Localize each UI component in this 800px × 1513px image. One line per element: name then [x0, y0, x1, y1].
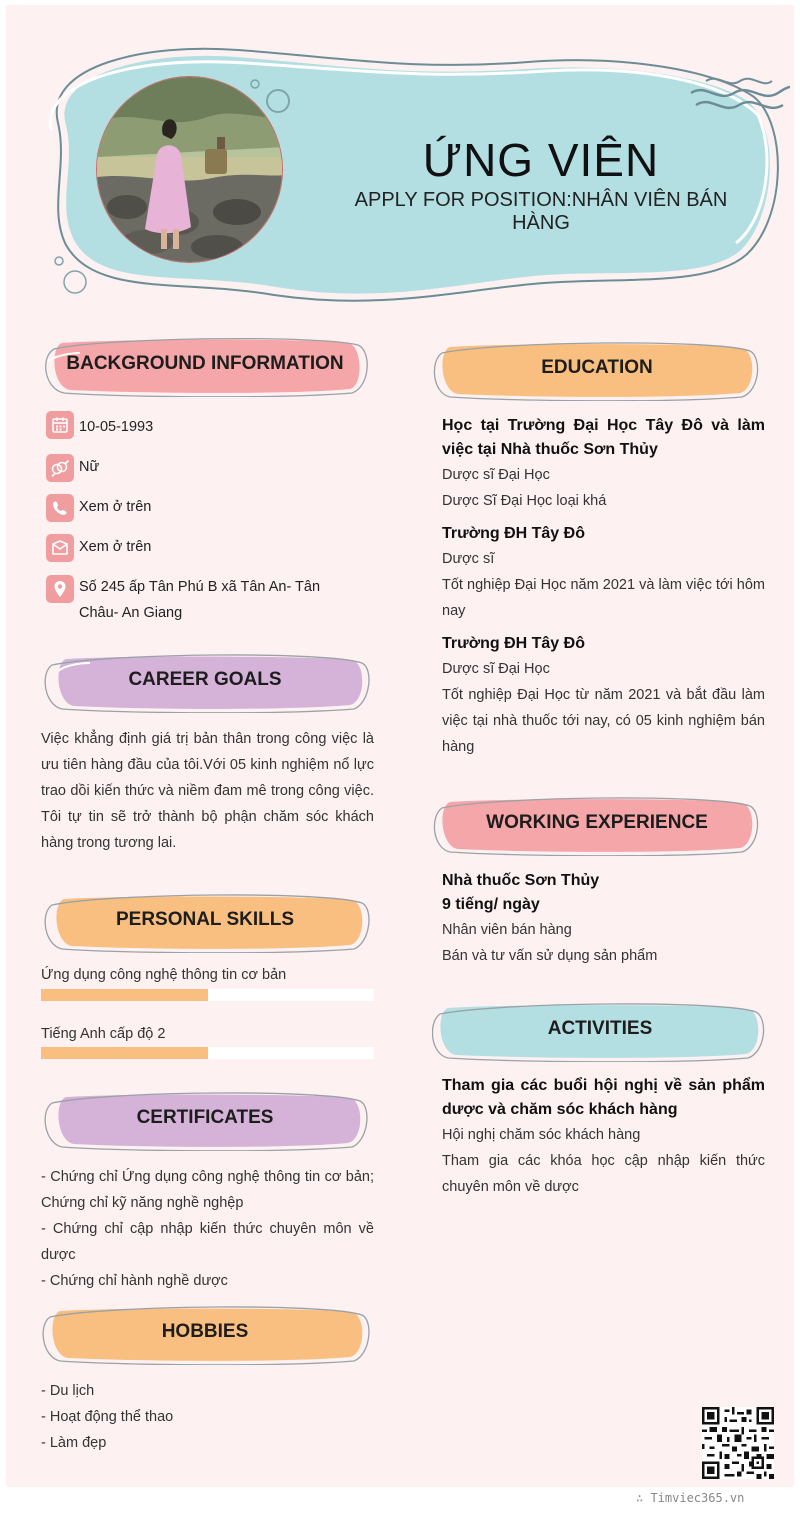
apply-position: APPLY FOR POSITION:NHÂN VIÊN BÁN HÀNG — [354, 189, 728, 234]
education-entry — [442, 522, 765, 624]
footer-brand: ∴ Timviec365.vn — [636, 1491, 745, 1505]
qr-code — [702, 1407, 774, 1479]
skill-bar — [41, 989, 374, 1001]
skill-name: Ứng dụng công nghệ thông tin cơ bản — [41, 967, 287, 983]
certificates-heading — [40, 1089, 370, 1147]
certificates-list — [41, 1164, 374, 1294]
education-major: Dược sĩ — [442, 551, 495, 567]
location-icon — [46, 575, 74, 603]
birthdate-text: 10-05-1993 — [79, 419, 154, 435]
education-school: Trường ĐH Tây Đô — [442, 525, 585, 542]
hobby-line: - Hoạt động thể thao — [41, 1409, 174, 1425]
activity-entry — [442, 1074, 765, 1200]
calendar-icon — [46, 411, 74, 439]
certificates-title: CERTIFICATES — [136, 1107, 274, 1128]
hobbies-title: HOBBIES — [161, 1321, 249, 1342]
skill-name: Tiếng Anh cấp độ 2 — [41, 1026, 166, 1042]
experience-company: Nhà thuốc Sơn Thủy — [442, 872, 600, 889]
career-title: CAREER GOALS — [128, 669, 282, 690]
phone-icon — [46, 494, 74, 522]
activities-heading — [432, 1000, 768, 1058]
career-text: Việc khẳng định giá trị bản thân trong công việc là ưu tiên hàng đầu của tôi.Với 05 kinh nghiệm nổ lực trao dồi kiến thức và niềm đam mê trong công việc. Tôi tự tin sẽ trở thành bộ phận chăm sóc khách hàng trong tương lai. — [41, 731, 374, 851]
hobby-line: - Làm đẹp — [41, 1435, 107, 1451]
cv-page — [6, 5, 794, 1487]
phone-text: Xem ở trên — [79, 499, 152, 515]
skills-heading — [40, 891, 370, 949]
experience-entry — [442, 869, 765, 969]
activity-desc: Tham gia các khóa học cập nhập kiến thức chuyên môn về dược — [442, 1153, 765, 1195]
education-title: EDUCATION — [541, 357, 653, 378]
email-icon — [46, 534, 74, 562]
certificate-line: - Chứng chỉ Ứng dụng công nghệ thông tin cơ bản; Chứng chỉ kỹ năng nghề nghệp — [41, 1169, 374, 1211]
certificate-line: - Chứng chỉ cập nhập kiến thức chuyên môn về dược — [41, 1221, 374, 1263]
activities-title: ACTIVITIES — [547, 1018, 653, 1039]
gender-text: Nữ — [79, 459, 100, 475]
email-text: Xem ở trên — [79, 539, 152, 555]
education-list — [442, 414, 765, 760]
activity-role: Hội nghị chăm sóc khách hàng — [442, 1127, 641, 1143]
education-entry — [442, 414, 765, 514]
skills-title: PERSONAL SKILLS — [115, 909, 295, 930]
hobbies-heading — [40, 1303, 370, 1361]
skill-bar-fill — [41, 989, 208, 1001]
skill-bar — [41, 1047, 374, 1059]
avatar-photo — [96, 76, 283, 263]
skill-bar-fill — [41, 1047, 208, 1059]
activity-name: Tham gia các buổi hội nghị về sản phẩm dược và chăm sóc khách hàng — [442, 1077, 765, 1118]
hobbies-list — [41, 1378, 374, 1456]
education-desc: Tốt nghiệp Đại Học từ năm 2021 và bắt đầu làm việc tại nhà thuốc tới nay, có 05 kinh nghiệm bán hàng — [442, 687, 765, 755]
background-title: BACKGROUND INFORMATION — [66, 353, 344, 374]
experience-role: Nhân viên bán hàng — [442, 922, 572, 938]
career-heading — [40, 651, 370, 709]
education-school: Trường ĐH Tây Đô — [442, 635, 585, 652]
candidate-name: ỨNG VIÊN — [422, 134, 660, 186]
education-heading — [432, 339, 762, 397]
gender-icon — [46, 454, 74, 482]
education-major: Dược sĩ Đại Học — [442, 467, 550, 483]
education-desc: Dược Sĩ Đại Học loại khá — [442, 493, 607, 509]
education-major: Dược sĩ Đại Học — [442, 661, 550, 677]
background-heading — [40, 335, 370, 393]
hobby-line: - Du lịch — [41, 1383, 95, 1399]
certificate-line: - Chứng chỉ hành nghề dược — [41, 1273, 228, 1289]
education-entry — [442, 632, 765, 760]
experience-heading — [432, 794, 762, 852]
education-desc: Tốt nghiệp Đại Học năm 2021 và làm việc tới hôm nay — [442, 577, 765, 619]
experience-title: WORKING EXPERIENCE — [486, 812, 708, 833]
experience-time: 9 tiếng/ ngày — [442, 896, 540, 913]
experience-desc: Bán và tư vấn sử dụng sản phẩm — [442, 948, 658, 964]
education-school: Học tại Trường Đại Học Tây Đô và làm việc tại Nhà thuốc Sơn Thủy — [442, 417, 765, 458]
address-text: Số 245 ấp Tân Phú B xã Tân An- Tân Châu- An Giang — [79, 579, 321, 621]
